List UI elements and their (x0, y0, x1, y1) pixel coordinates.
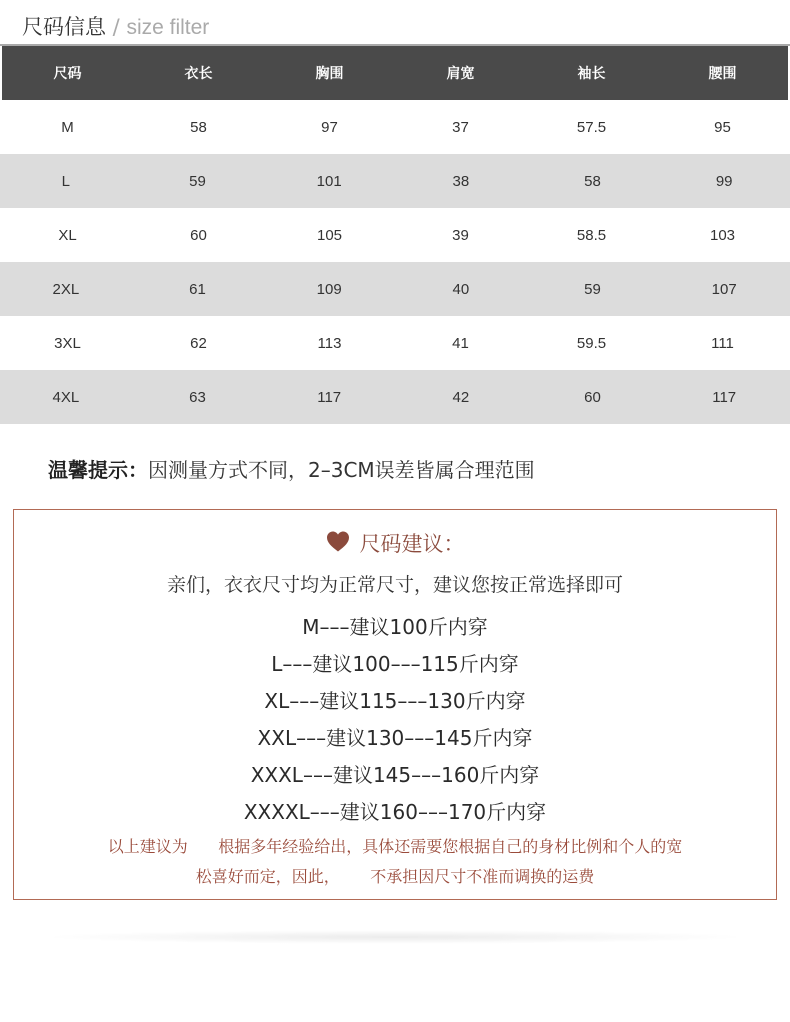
list-item: L–––建议100–––115斤内穿 (271, 652, 519, 676)
table-cell: 3XL (54, 334, 81, 352)
table-cell: 111 (711, 334, 734, 352)
advice-heading (14, 528, 776, 560)
table-cell: 59.5 (576, 334, 607, 352)
table-row (2, 208, 788, 262)
advice-intro: 亲们，衣衣尺寸均为正常尺寸，建议您按正常选择即可 (166, 574, 623, 596)
list-item: XXL–––建议130–––145斤内穿 (257, 726, 533, 750)
table-row (2, 100, 788, 154)
disclaimer-line: 以上建议为 根据多年经验给出，具体还需要您根据自己的身材比例和个人的宽 (107, 837, 683, 856)
disclaimer-line: 松喜好而定，因此， 不承担因尺寸不准而调换的运费 (195, 867, 595, 886)
advice-title: 尺码建议： (359, 532, 465, 556)
heart-icon (326, 530, 350, 554)
table-cell: L (61, 172, 70, 190)
table-cell: 59 (189, 172, 206, 190)
table-cell: 103 (709, 226, 736, 244)
section-subtitle: size filter (126, 16, 210, 39)
table-cell: 41 (452, 334, 469, 352)
table-cell: 113 (317, 334, 342, 352)
table-row (0, 370, 790, 424)
table-row (0, 262, 790, 316)
tip-label: 温馨提示： (48, 458, 148, 482)
size-advice-box (13, 509, 777, 900)
table-cell: 95 (714, 118, 731, 136)
title-separator: / (106, 15, 127, 39)
column-header-chest: 胸围 (315, 66, 344, 82)
list-item: XXXL–––建议145–––160斤内穿 (250, 763, 540, 787)
table-header-row (2, 46, 788, 100)
table-cell: 39 (452, 226, 469, 244)
column-header-size: 尺码 (53, 66, 82, 82)
table-cell: 2XL (52, 280, 80, 298)
section-title: 尺码信息 (22, 15, 106, 39)
table-cell: 37 (452, 118, 469, 136)
table-cell: 58 (584, 172, 601, 190)
table-cell: 59 (584, 280, 601, 298)
measurement-tip (48, 455, 535, 485)
table-cell: 117 (712, 388, 737, 406)
table-cell: 40 (452, 280, 470, 298)
table-cell: 117 (317, 388, 342, 406)
column-header-length: 衣长 (184, 66, 213, 82)
table-cell: 107 (711, 280, 737, 298)
table-cell: 62 (190, 334, 207, 352)
table-cell: XL (58, 226, 77, 244)
table-cell: 99 (715, 172, 733, 190)
size-table (0, 44, 790, 426)
list-item: M–––建议100斤内穿 (302, 615, 488, 639)
table-cell: 105 (316, 226, 343, 244)
table-row (2, 316, 788, 370)
column-header-waist: 腰围 (708, 66, 737, 82)
table-cell: 4XL (52, 388, 80, 406)
table-cell: 101 (316, 172, 342, 190)
table-cell: 38 (452, 172, 470, 190)
bottom-shadow-divider (40, 930, 750, 944)
list-item: XXXXL–––建议160–––170斤内穿 (243, 800, 547, 824)
table-cell: 109 (316, 280, 342, 298)
recommendation-list (14, 609, 776, 831)
table-cell: 60 (584, 388, 601, 406)
section-header (22, 12, 209, 42)
table-cell: 42 (452, 388, 470, 406)
disclaimer-note (14, 832, 776, 892)
column-header-shoulder: 肩宽 (446, 66, 475, 82)
table-cell: 60 (190, 226, 207, 244)
table-cell: 97 (321, 118, 338, 136)
table-cell: 63 (189, 388, 206, 406)
table-row (0, 154, 790, 208)
tip-text: 因测量方式不同，2–3CM误差皆属合理范围 (148, 458, 535, 482)
column-header-sleeve: 袖长 (577, 66, 606, 82)
table-cell: 58.5 (576, 226, 607, 244)
table-cell: M (61, 118, 74, 136)
table-cell: 57.5 (576, 118, 607, 136)
list-item: XL–––建议115–––130斤内穿 (264, 689, 526, 713)
table-cell: 61 (189, 280, 206, 298)
table-cell: 58 (190, 118, 207, 136)
